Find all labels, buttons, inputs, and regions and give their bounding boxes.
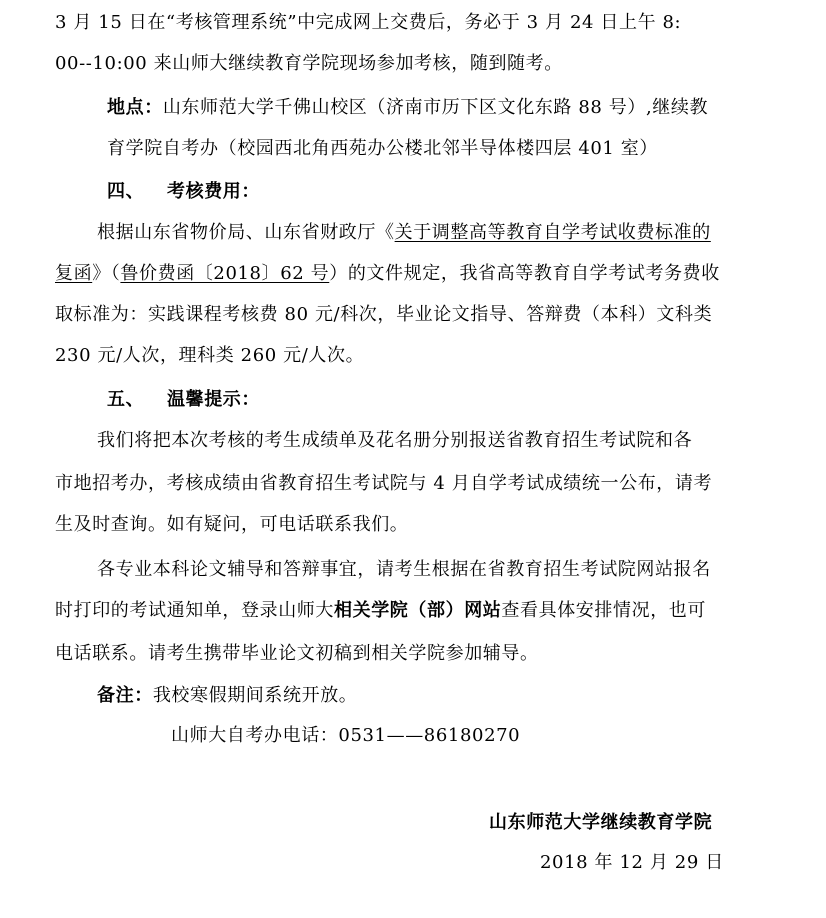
text-span: 市地招考办，考核成绩由省教育招生考试院与 4 月自学考试成绩统一公布，请考 <box>55 473 713 494</box>
paragraph-line <box>55 513 408 537</box>
text-span: 查看具体安排情况，也可 <box>501 600 707 621</box>
text-span: 230 元/人次，理科类 260 元/人次。 <box>55 345 365 366</box>
note-label: 备注： <box>97 685 153 706</box>
text-span: ）的文件规定，我省高等教育自学考试考务费收 <box>329 263 720 284</box>
text-span: 》（ <box>92 263 121 284</box>
phone-text: 山师大自考办电话：0531——86180270 <box>171 725 521 746</box>
paragraph-line <box>55 642 539 666</box>
college-website-text: 相关学院（部）网站 <box>334 600 502 621</box>
document-link[interactable]: 复函 <box>55 263 93 284</box>
location-text: 育学院自考办（校园西北角西苑办公楼北邻半导体楼四层 401 室） <box>107 138 658 159</box>
section-heading-fees <box>107 180 260 204</box>
signature-date <box>540 851 724 875</box>
paragraph-line <box>97 221 711 245</box>
paragraph-line <box>55 599 706 623</box>
text-span: 各专业本科论文辅导和答辩事宜，请考生根据在省教育招生考试院网站报名 <box>97 559 711 580</box>
heading-number: 四、 <box>107 181 145 202</box>
text-span: 3 月 15 日在“考核管理系统”中完成网上交费后，务必于 3 月 24 日上午 8: <box>55 12 682 33</box>
paragraph-line <box>97 429 692 453</box>
note-line <box>97 684 357 708</box>
paragraph-line <box>55 472 712 496</box>
text-span: 生及时查询。如有疑问，可电话联系我们。 <box>55 514 409 535</box>
location-line <box>107 96 708 120</box>
text-span: 根据山东省物价局、山东省财政厅《 <box>97 222 395 243</box>
heading-title: 温馨提示： <box>167 389 260 410</box>
location-line <box>107 137 658 161</box>
paragraph-line <box>55 262 720 286</box>
location-label: 地点： <box>107 97 163 118</box>
paragraph-line <box>55 303 712 327</box>
section-heading-tips <box>107 388 260 412</box>
date-text: 2018 年 12 月 29 日 <box>540 852 724 873</box>
paragraph-line <box>55 344 364 368</box>
signature-organization <box>489 811 712 835</box>
heading-number: 五、 <box>107 389 145 410</box>
paragraph-line <box>55 52 563 76</box>
document-link[interactable]: 关于调整高等教育自学考试收费标准的 <box>394 222 711 243</box>
text-span: 电话联系。请考生携带毕业论文初稿到相关学院参加辅导。 <box>55 643 539 664</box>
text-span: 时打印的考试通知单，登录山师大 <box>55 600 334 621</box>
heading-title: 考核费用： <box>167 181 260 202</box>
note-text: 我校寒假期间系统开放。 <box>152 685 358 706</box>
text-span: 我们将把本次考核的考生成绩单及花名册分别报送省教育招生考试院和各 <box>97 430 693 451</box>
phone-line <box>171 724 520 748</box>
location-text: 山东师范大学千佛山校区（济南市历下区文化东路 88 号）,继续教 <box>162 97 709 118</box>
organization-name: 山东师范大学继续教育学院 <box>489 812 713 833</box>
text-span: 取标准为：实践课程考核费 80 元/科次，毕业论文指导、答辩费（本科）文科类 <box>55 304 713 325</box>
paragraph-line <box>97 558 711 582</box>
paragraph-line <box>55 11 681 35</box>
document-number-link[interactable]: 鲁价费函〔2018〕62 号 <box>120 263 330 284</box>
text-span: 00--10:00 来山师大继续教育学院现场参加考核，随到随考。 <box>55 53 563 74</box>
